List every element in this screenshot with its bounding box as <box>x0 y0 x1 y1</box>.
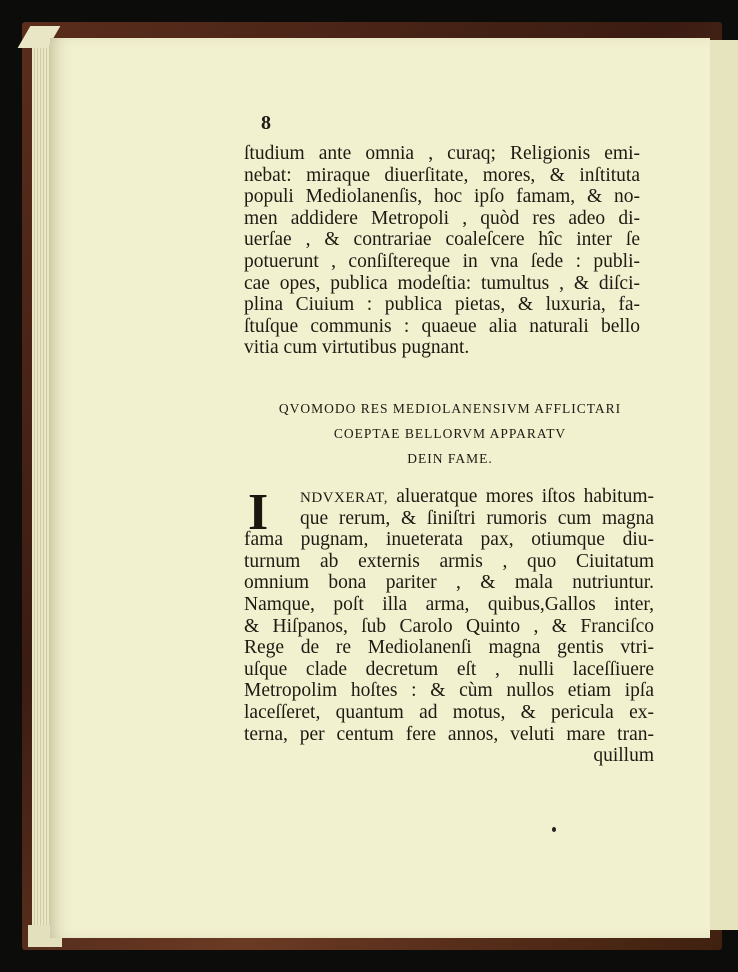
text-line: omnium bona pariter , & mala nutriuntur. <box>244 572 654 594</box>
text-line: que rerum, & ſiniſtri rumoris cum magna <box>300 507 654 529</box>
paragraph-continued <box>244 143 640 359</box>
text-line: laceſſeret, quantum ad motus, & pericula ex- <box>244 701 654 723</box>
text-line: vitia cum virtutibus pugnant. <box>244 337 470 359</box>
text-line: uſque clade decretum eſt , nulli laceſſiuere <box>244 658 654 680</box>
page-number: 8 <box>261 112 271 134</box>
text-line: Metropolim hoſtes : & cùm nullos etiam ipſa <box>244 680 654 702</box>
text-line: fama pugnam, inueterata pax, otiumque diu- <box>244 529 654 551</box>
text-line: cae opes, publica modeſtia: tumultus , & diſci- <box>244 272 640 294</box>
text-line: populi Mediolanenſis, hoc ipſo famam, & no- <box>244 186 640 208</box>
text-line: plina Ciuium : publica pietas, & luxuria, fa- <box>244 294 640 316</box>
text-line: ſtudium ante omnia , curaq; Religionis emi- <box>244 143 640 164</box>
drop-cap: I <box>248 484 269 541</box>
text-line: Rege de re Mediolanenſi magna gentis vtri- <box>244 637 654 659</box>
text-line: men addidere Metropoli , quòd res adeo di- <box>244 207 640 229</box>
text-line: turnum ab externis armis , quo Ciuitatum <box>244 550 654 572</box>
text-line <box>244 486 654 508</box>
text-line: & Hiſpanos, ſub Carolo Quinto , & Franciſco <box>244 615 654 637</box>
first-word: NDVXERAT, <box>300 490 388 506</box>
line-text: alueratque mores iſtos habitum- <box>396 486 654 507</box>
ink-spot <box>552 827 556 832</box>
text-line: nebat: miraque diuerſitate, mores, & inſtituta <box>244 164 640 186</box>
page-edges <box>32 30 52 945</box>
text-line: ſtuſque communis : quaeue alia naturali bello <box>244 315 640 337</box>
catchword: quillum <box>593 745 654 767</box>
text-line: terna, per centum fere annos, veluti mare tran- <box>244 723 654 745</box>
heading-line: DEIN FAME. <box>407 451 493 466</box>
paragraph <box>244 486 654 767</box>
facing-page-edge <box>708 40 738 930</box>
heading-line: COEPTAE BELLORVM APPARATV <box>333 426 567 441</box>
section-heading <box>250 396 650 471</box>
heading-line: QVOMODO RES MEDIOLANENSIVM AFFLICTARI <box>278 401 622 416</box>
text-line: potuerunt , conſiſtereque in vna ſede : publi- <box>244 250 640 272</box>
text-line: Namque, poſt illa arma, quibus,Gallos inter, <box>244 593 654 615</box>
text-line: uerſae , & contrariae coaleſcere hîc inter ſe <box>244 229 640 251</box>
